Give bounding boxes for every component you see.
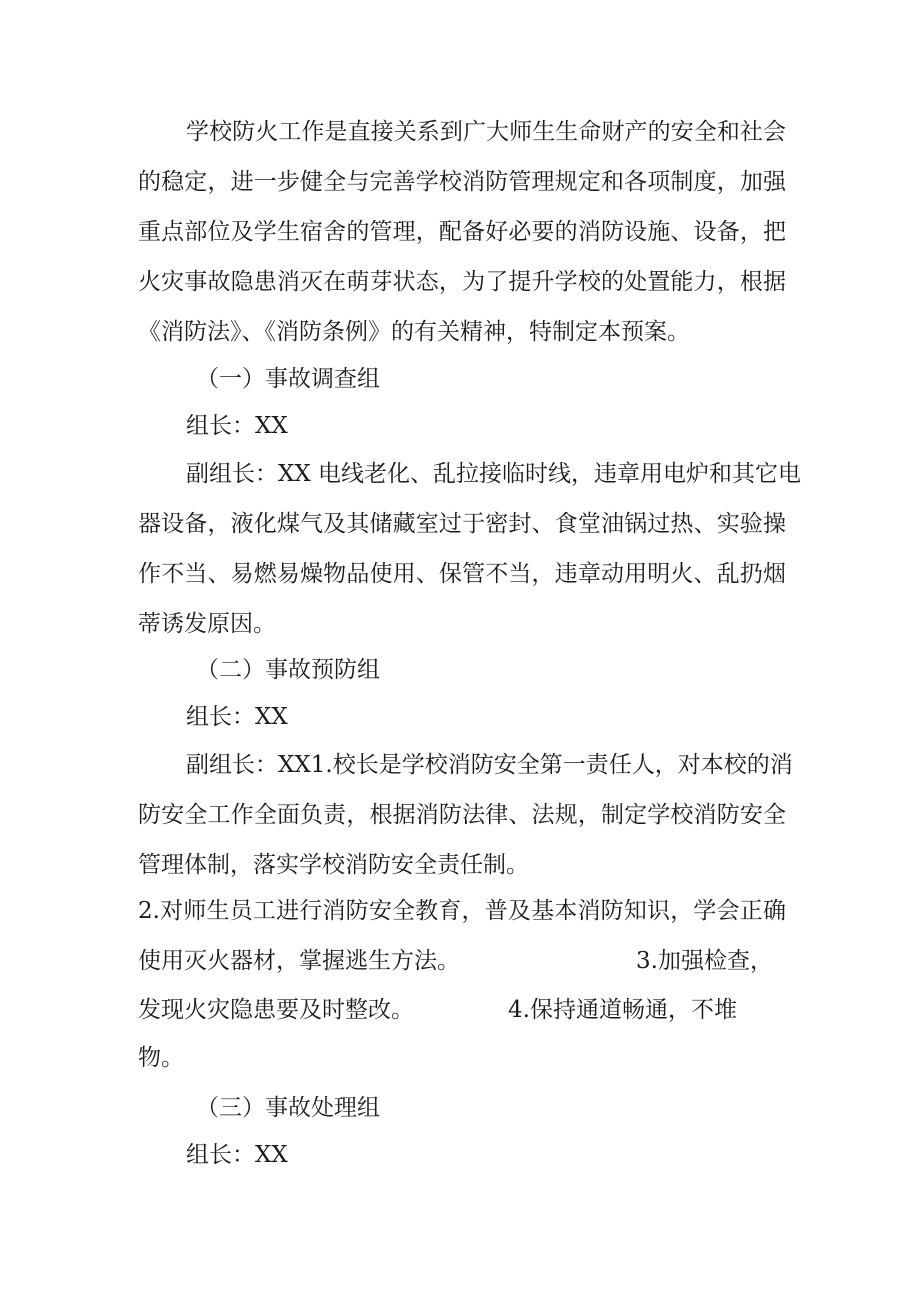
intro-line-5: 《消防法》、《消防条例》的有关精神，特制定本预案。: [138, 319, 690, 345]
section2-item3-line-1: 3.加强检查，: [636, 948, 773, 974]
section2-heading: （二）事故预防组: [196, 657, 380, 683]
section2-item4-line-1: 4.保持通道畅通，不堆: [508, 997, 737, 1023]
section2-leader: 组长：XX: [186, 704, 288, 730]
intro-line-3: 重点部位及学生宿舍的管理，配备好必要的消防设施、设备，把: [138, 219, 786, 245]
section1-deputy-line-2: 器设备，液化煤气及其储藏室过于密封、食堂油锅过热、实验操: [138, 511, 786, 537]
section2-item3-line-2: 发现火灾隐患要及时整改。: [138, 997, 414, 1023]
section2-deputy-line-1: 副组长：XX1.校长是学校消防安全第一责任人，对本校的消: [186, 752, 793, 778]
intro-line-4: 火灾事故隐患消灭在萌芽状态，为了提升学校的处置能力，根据: [138, 269, 786, 295]
intro-line-1: 学校防火工作是直接关系到广大师生生命财产的安全和社会: [186, 119, 786, 145]
section1-heading: （一）事故调查组: [196, 366, 380, 392]
section1-leader: 组长：XX: [186, 413, 288, 439]
section2-item4-line-2: 物。: [138, 1045, 184, 1071]
section2-deputy-line-3: 管理体制，落实学校消防安全责任制。: [138, 852, 529, 878]
section1-deputy-line-3: 作不当、易燃易燥物品使用、保管不当，违章动用明火、乱扔烟: [138, 561, 786, 587]
section3-leader: 组长：XX: [186, 1142, 288, 1168]
section1-deputy-line-1: 副组长：XX 电线老化、乱拉接临时线，违章用电炉和其它电: [186, 461, 802, 487]
section2-item2-line-2: 使用灭火器材，掌握逃生方法。: [138, 948, 460, 974]
section2-deputy-line-2: 防安全工作全面负责，根据消防法律、法规，制定学校消防安全: [138, 802, 786, 828]
section3-heading: （三）事故处理组: [196, 1095, 380, 1121]
intro-line-2: 的稳定，进一步健全与完善学校消防管理规定和各项制度，加强: [138, 169, 786, 195]
section1-deputy-line-4: 蒂诱发原因。: [138, 611, 276, 637]
section2-item2-line-1: 2.对师生员工进行消防安全教育，普及基本消防知识，学会正确: [138, 898, 786, 924]
